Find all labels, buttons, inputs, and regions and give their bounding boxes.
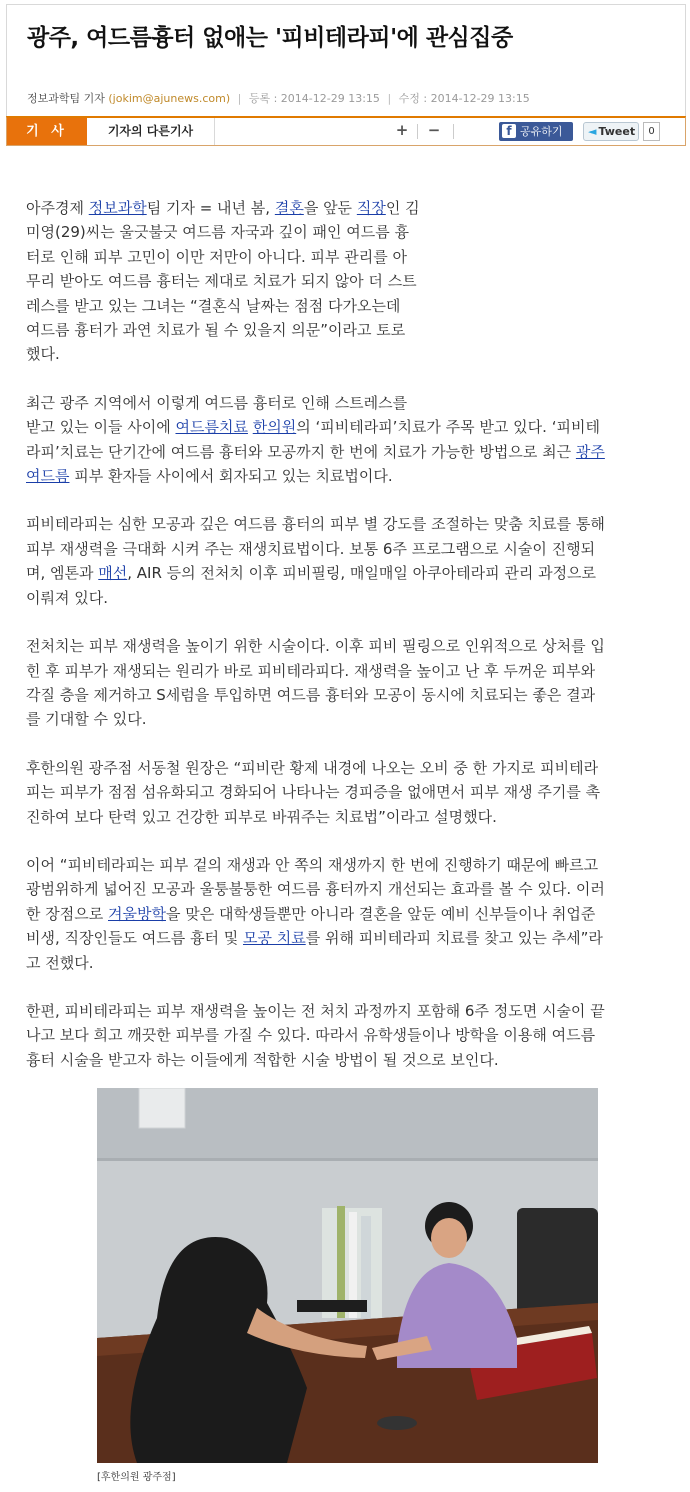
reporter-email[interactable]: (jokim@ajunews.com) [108, 92, 231, 105]
text-line: 흉터 시술을 받고자 하는 이들에게 적합한 시술 방법이 될 것으로 보인다. [26, 1050, 499, 1069]
tab-article[interactable]: 기 사 [7, 118, 87, 145]
facebook-icon: f [502, 124, 516, 138]
tweet-button[interactable] [583, 122, 639, 141]
keyword-link[interactable]: 직장 [356, 199, 386, 217]
article-paragraph [26, 512, 666, 610]
text-line [26, 464, 666, 488]
text-line: 한편, 피비테라피는 피부 재생력을 높이는 전 처치 과정까지 포함해 6주 정도면 시술이 끝 [26, 1001, 605, 1020]
text-line: 최근 광주 지역에서 이렇게 여드름 흉터로 인해 스트레스를 [26, 393, 408, 412]
photo-wall-frame [139, 1088, 185, 1128]
keyword-link[interactable]: 매선 [98, 564, 128, 583]
text-run: 며, 엠톤과 [26, 564, 99, 583]
text-line: 를 기대할 수 있다. [26, 710, 147, 729]
reporter-name[interactable]: 정보과학팀 기자 [27, 92, 105, 105]
text-line [26, 440, 666, 464]
keyword-link[interactable]: 광주 [575, 442, 605, 461]
twitter-bird-icon: ◄ [588, 125, 597, 138]
byline-divider: | [387, 92, 392, 105]
facebook-share-label: 공유하기 [520, 125, 563, 138]
text-run: 피부 환자들 사이에서 회자되고 있는 치료법이다. [69, 467, 393, 486]
byline-divider: | [237, 92, 242, 105]
text-run: 의 ‘피비테라피’치료가 주목 받고 있다. ‘피비테 [296, 418, 600, 437]
font-decrease-button[interactable]: − [427, 121, 441, 139]
text-line: 힌 후 피부가 재생되는 원리가 바로 피비테라피다. 재생력을 높이고 난 후 두꺼운 피부와 [26, 661, 596, 680]
article-photo [97, 1088, 598, 1463]
keyword-link[interactable]: 모공 치료 [242, 929, 306, 948]
text-line: 피는 피부가 점점 섬유화되고 경화되어 나타나는 경피증을 없애면서 피부 재생 주기를 촉 [26, 783, 601, 802]
text-run: 팀 기자 = 내년 봄, [146, 199, 275, 217]
text-run: 한 장점으로 [26, 904, 108, 923]
text-line: 이어 “피비테라피는 피부 겉의 재생과 안 쪽의 재생까지 한 번에 진행하기 때문에 빠르고 [26, 855, 599, 874]
text-run: 을 맞은 대학생들뿐만 아니라 결혼을 앞둔 예비 신부들이나 취업준 [165, 904, 596, 923]
text-line: 나고 보다 희고 깨끗한 피부를 가질 수 있다. 따라서 유학생들이나 방학을 이용해 여드름 [26, 1026, 596, 1045]
text-line: 이뤄져 있다. [26, 588, 108, 607]
article-toolbar [6, 116, 686, 146]
text-line: 진하여 보다 탄력 있고 건강한 피부로 바꿔주는 치료법”이라고 설명했다. [26, 807, 497, 826]
keyword-link[interactable]: 결혼 [274, 199, 304, 217]
article-body [26, 196, 666, 1096]
toolbar-divider [453, 124, 454, 139]
font-increase-button[interactable]: + [395, 121, 409, 139]
photo-doctor-face [431, 1218, 467, 1258]
photo-keyboard [297, 1300, 367, 1312]
text-line: 여드름 흉터가 과연 치료가 될 수 있을지 의문”이라고 토로 [26, 321, 406, 340]
photo-wall-trim [97, 1158, 598, 1161]
text-line [26, 196, 666, 220]
text-run: 인 김 [385, 199, 420, 217]
text-run: 비생, 직장인들도 여드름 흉터 및 [26, 929, 243, 948]
text-run: 아주경제 [26, 199, 89, 217]
consultation-photo-illustration [97, 1088, 598, 1463]
article-paragraph [26, 196, 666, 367]
text-line: 피비테라피는 심한 모공과 깊은 여드름 흉터의 피부 별 강도를 조절하는 맞춤 치료를 통해 [26, 515, 605, 534]
tab-reporter-other-articles[interactable]: 기자의 다른기사 [87, 118, 215, 145]
keyword-link[interactable]: 정보과학 [88, 199, 147, 217]
facebook-share-button[interactable] [499, 122, 573, 141]
keyword-link[interactable]: 한의원 [252, 418, 297, 437]
article-paragraph [26, 634, 666, 732]
text-line: 고 전했다. [26, 953, 94, 972]
article-byline [27, 90, 530, 106]
article-paragraph [26, 853, 666, 975]
text-run: 를 위해 피비테라피 치료를 찾고 있는 추세”라 [305, 929, 603, 948]
text-line: 각질 층을 제거하고 S세럼을 투입하면 여드름 흉터와 모공이 동시에 치료되는 좋은 결과 [26, 685, 596, 704]
text-line: 전처치는 피부 재생력을 높이기 위한 시술이다. 이후 피비 필링으로 인위적으로 상처를 입 [26, 637, 605, 656]
keyword-link[interactable]: 여드름 [26, 467, 70, 486]
text-line [26, 926, 666, 950]
text-line [26, 561, 666, 585]
article-paragraph [26, 756, 666, 829]
text-line: 했다. [26, 345, 60, 364]
photo-mouse [377, 1416, 417, 1430]
article-paragraph [26, 999, 666, 1072]
text-line: 무리 받아도 여드름 흉터는 제대로 치료가 되지 않아 더 스트 [26, 272, 417, 291]
article-paragraph [26, 391, 666, 489]
text-line [26, 902, 666, 926]
text-line: 피부 재생력을 극대화 시켜 주는 재생치료법이다. 보통 6주 프로그램으로 시술이 진행되 [26, 539, 596, 558]
modified-date: 수정 : 2014-12-29 13:15 [398, 92, 530, 105]
article-headline: 광주, 여드름흉터 없애는 '피비테라피'에 관심집중 [27, 25, 513, 51]
text-line [26, 415, 666, 439]
text-line: 미영(29)씨는 울긋불긋 여드름 자국과 깊이 패인 여드름 흉 [26, 223, 409, 242]
keyword-link[interactable]: 겨울방학 [108, 904, 166, 923]
text-line: 터로 인해 피부 고민이 이만 저만이 아니다. 피부 관리를 아 [26, 247, 407, 266]
text-line: 광범위하게 넓어진 모공과 울퉁불퉁한 여드름 흉터까지 개선되는 효과를 볼 수 있다. 이러 [26, 880, 605, 899]
text-line: 후한의원 광주점 서동철 원장은 “피비란 황제 내경에 나오는 오비 중 한 가지로 피비테라 [26, 758, 599, 777]
tweet-count: 0 [643, 122, 660, 141]
photo-caption: [후한의원 광주점] [97, 1472, 176, 1483]
text-run: , AIR 등의 전처치 이후 피비필링, 매일매일 아쿠아테라피 관리 과정으로 [127, 564, 597, 583]
keyword-link[interactable]: 여드름치료 [175, 418, 248, 437]
toolbar-divider [417, 124, 418, 139]
text-line: 레스를 받고 있는 그녀는 “결혼식 날짜는 점점 다가오는데 [26, 296, 401, 315]
text-run: 받고 있는 이들 사이에 [26, 418, 176, 437]
article-header [6, 4, 686, 116]
registered-date: 등록 : 2014-12-29 13:15 [248, 92, 380, 105]
tweet-label: Tweet [598, 125, 636, 138]
text-run: 을 앞둔 [303, 199, 357, 217]
text-run: 라피’치료는 단기간에 여드름 흉터와 모공까지 한 번에 치료가 가능한 방법으로 최근 [26, 442, 576, 461]
